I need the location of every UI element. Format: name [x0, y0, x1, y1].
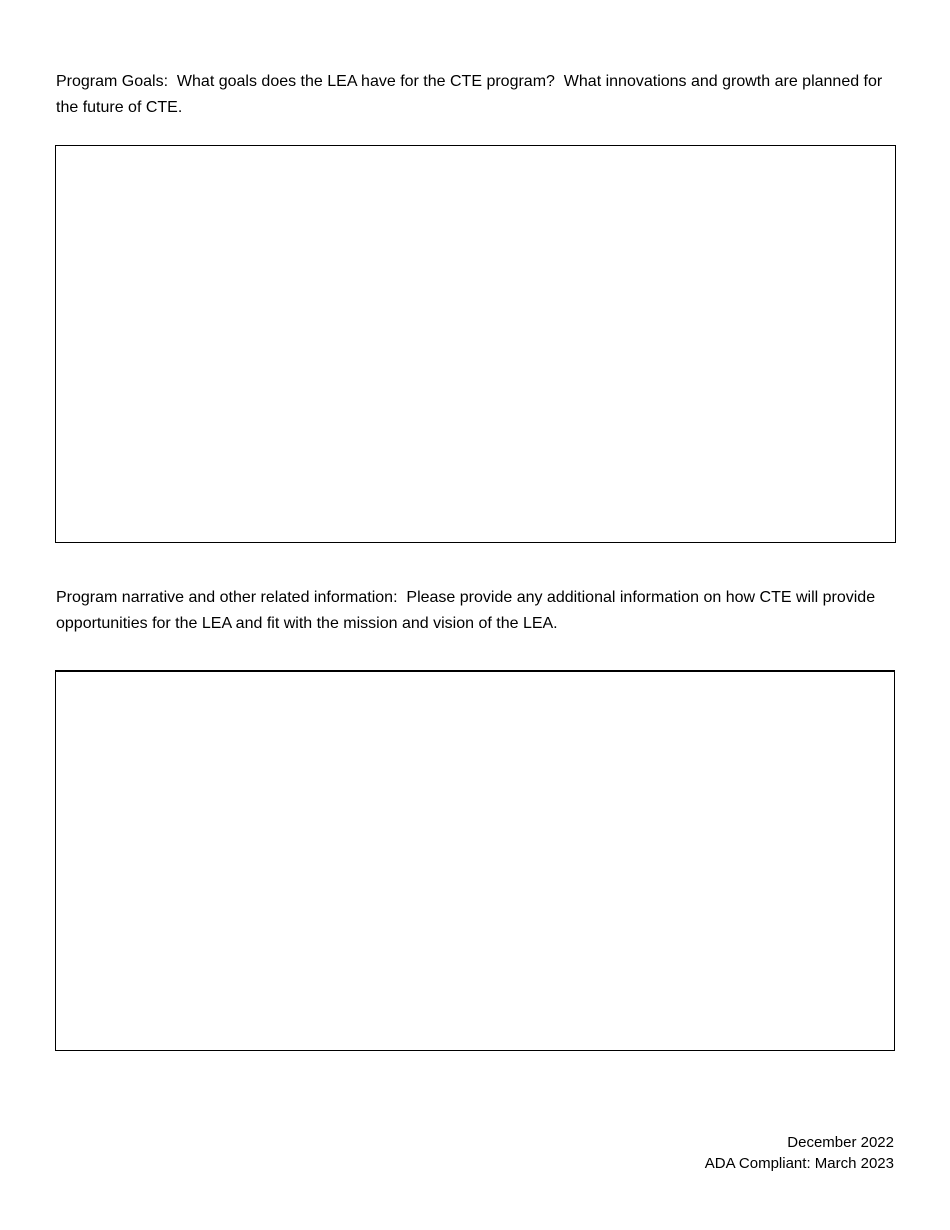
- program-narrative-prompt: Program narrative and other related information: Please provide any additional information on how CTE will provide opportunities for the LEA and fit with the mission and vision of the LEA.: [56, 589, 880, 632]
- revision-date: December 2022: [787, 1134, 894, 1151]
- program-goals-prompt: Program Goals: What goals does the LEA have for the CTE program? What innovations and growth are planned for the future of CTE.: [56, 73, 887, 116]
- program-narrative-response-box[interactable]: [55, 670, 895, 1051]
- ada-compliance-note: ADA Compliant: March 2023: [704, 1155, 894, 1172]
- program-goals-response-box[interactable]: [55, 145, 896, 543]
- document-footer: [705, 1132, 894, 1174]
